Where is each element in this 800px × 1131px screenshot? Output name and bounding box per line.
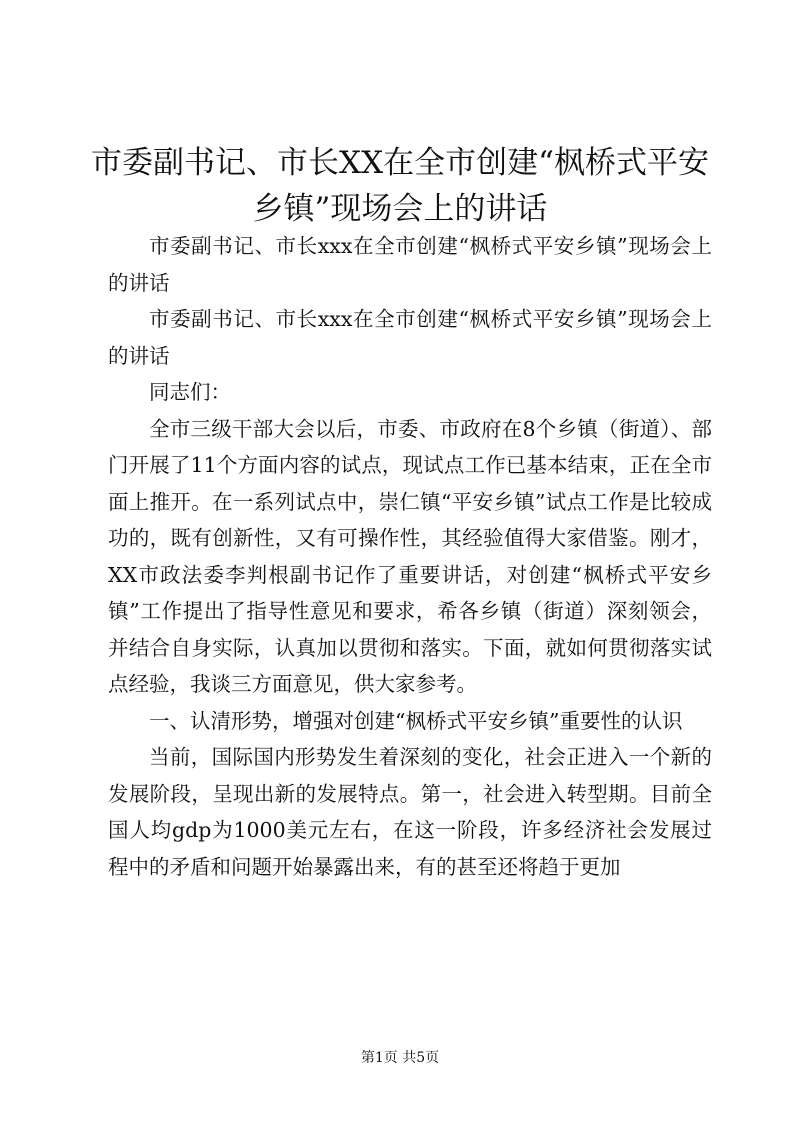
paragraph-situation: 当前，国际国内形势发生着深刻的变化，社会正进入一个新的发展阶段，呈现出新的发展特点。第一，社会进入转型期。目前全国人均gdp为1000美元左右，在这一阶段，许多经济社会发展过程中的矛盾和问题开始暴露出来，有的甚至还将趋于更加: [108, 745, 712, 879]
paragraph-intro: 全市三级干部大会以后，市委、市政府在8个乡镇（街道）、部门开展了11个方面内容的试点，现试点工作已基本结束，正在全市面上推开。在一系列试点中，崇仁镇“平安乡镇”试点工作是比较成功的，既有创新性，又有可操作性，其经验值得大家借鉴。刚才，XX市政法委李判根副书记作了重要讲话，对创建“枫桥式平安乡镇”工作提出了指导性意见和要求，希各乡镇（街道）深刻领会，并结合自身实际，认真加以贯彻和落实。下面，就如何贯彻落实试点经验，我谈三方面意见，供大家参考。: [108, 416, 712, 696]
paragraph-heading-repeat-1: 市委副书记、市长xxx在全市创建“枫桥式平安乡镇”现场会上的讲话: [108, 234, 712, 295]
document-title: 市委副书记、市长XX在全市创建“枫桥式平安乡镇”现场会上的讲话: [91, 145, 709, 227]
paragraph-heading-repeat-2: 市委副书记、市长xxx在全市创建“枫桥式平安乡镇”现场会上的讲话: [108, 307, 712, 368]
section-heading-1: 一、认清形势，增强对创建“枫桥式平安乡镇”重要性的认识: [149, 708, 683, 733]
page-number-footer: 第1页 共5页: [360, 1050, 440, 1066]
document-body: [108, 228, 712, 885]
paragraph-salutation: 同志们：: [149, 380, 231, 404]
